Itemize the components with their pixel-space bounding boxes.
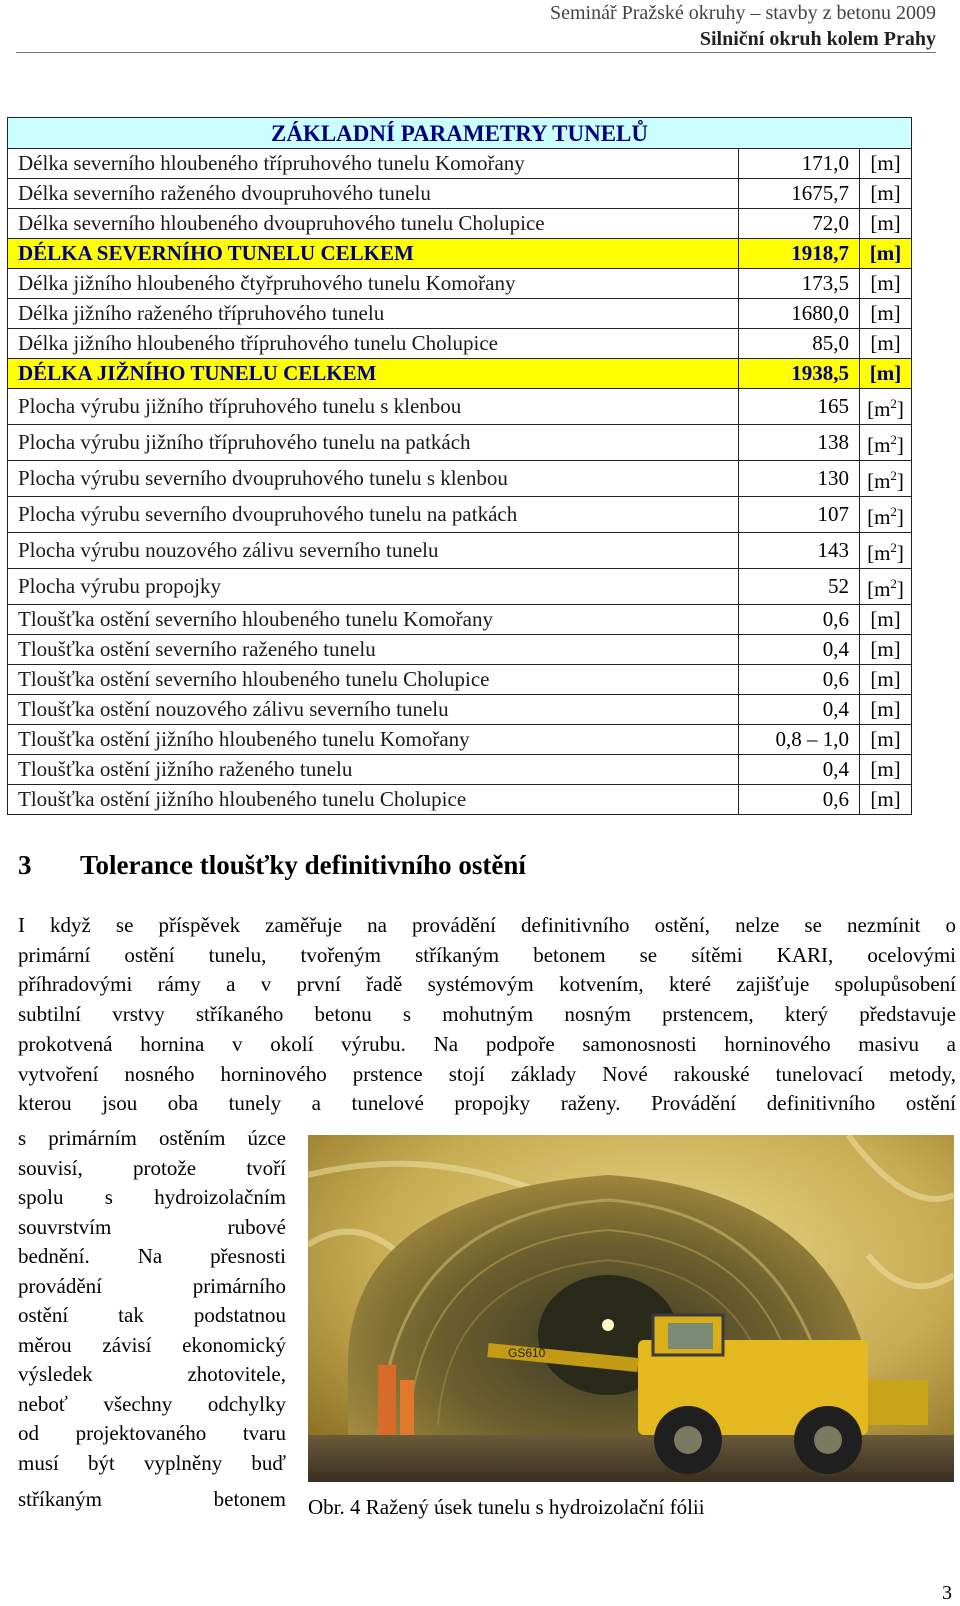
parameter-label: Plocha výrubu jižního třípruhového tunelu na patkách	[8, 425, 739, 461]
paragraph-line: vytvoření nosného horninového prstence stojí základy Nové rakouské tunelovací metody,	[18, 1061, 956, 1086]
parameter-unit: [m]	[860, 755, 912, 785]
parameter-value: 0,6	[739, 665, 860, 695]
parameter-unit: [m]	[860, 299, 912, 329]
paragraph-line: souvrstvím rubové	[18, 1214, 286, 1239]
parameter-unit: [m]	[860, 359, 912, 389]
parameter-unit: [m]	[860, 695, 912, 725]
parameter-label: Délka jižního raženého třípruhového tunelu	[8, 299, 739, 329]
parameter-label: Délka severního hloubeného třípruhového tunelu Komořany	[8, 149, 739, 179]
parameter-value: 1680,0	[739, 299, 860, 329]
parameter-unit: [m]	[860, 209, 912, 239]
parameter-value: 171,0	[739, 149, 860, 179]
parameter-unit: $[m^2]$	[860, 425, 912, 461]
parameter-value: 1918,7	[739, 239, 860, 269]
parameter-unit: [m]	[860, 179, 912, 209]
body-paragraph-wrapped	[18, 1124, 286, 1478]
header-seminar-title: Seminář Pražské okruhy – stavby z betonu 2009	[549, 2, 936, 24]
parameter-unit: [m]	[860, 329, 912, 359]
parameter-value: 0,6	[739, 605, 860, 635]
page-number: 3	[942, 1582, 952, 1604]
paragraph-line: spolu s hydroizolačním	[18, 1185, 286, 1209]
section-number: 3	[18, 850, 32, 880]
parameter-label: Tloušťka ostění jižního hloubeného tunelu Cholupice	[8, 785, 739, 815]
parameter-unit: $[m^2]$	[860, 461, 912, 497]
parameter-label: Plocha výrubu propojky	[8, 569, 739, 605]
table-row	[8, 533, 912, 569]
parameter-value: 143	[739, 533, 860, 569]
parameter-value: 85,0	[739, 329, 860, 359]
paragraph-line: měrou závisí ekonomický	[18, 1332, 286, 1357]
parameter-unit: [m]	[860, 725, 912, 755]
paragraph-line: s primárním ostěním úzce	[18, 1126, 286, 1150]
page-header	[550, 0, 936, 52]
parameter-unit: [m]	[860, 149, 912, 179]
parameter-unit: [m]	[860, 785, 912, 815]
table-row	[8, 389, 912, 425]
table-row	[8, 755, 912, 785]
parameter-value: 52	[739, 569, 860, 605]
figure-caption: Obr. 4 Ražený úsek tunelu s hydroizolační fólii	[308, 1495, 705, 1519]
parameter-value: 0,8 – 1,0	[739, 725, 860, 755]
parameter-value: 138	[739, 425, 860, 461]
table-row	[8, 569, 912, 605]
body-paragraph-last-line: stříkaným betonem	[18, 1487, 286, 1511]
parameter-label: Plocha výrubu jižního třípruhového tunelu s klenbou	[8, 389, 739, 425]
parameter-unit: $[m^2]$	[860, 389, 912, 425]
parameter-unit: $[m^2]$	[860, 497, 912, 533]
table-row	[8, 209, 912, 239]
table-row	[8, 725, 912, 755]
parameter-unit: [m]	[860, 239, 912, 269]
parameter-label: Plocha výrubu nouzového zálivu severního tunelu	[8, 533, 739, 569]
table-title: ZÁKLADNÍ PARAMETRY TUNELŮ	[8, 118, 912, 149]
parameter-label: Plocha výrubu severního dvoupruhového tunelu s klenbou	[8, 461, 739, 497]
table-row	[8, 635, 912, 665]
parameter-value: 173,5	[739, 269, 860, 299]
parameter-label: Tloušťka ostění jižního hloubeného tunelu Komořany	[8, 725, 739, 755]
table-row	[8, 785, 912, 815]
paragraph-line: subtilní vrstvy stříkaného betonu s mohutným nosným prstencem, který představuje	[18, 1002, 956, 1027]
parameter-value: 0,4	[739, 695, 860, 725]
parameter-label: Délka severního hloubeného dvoupruhového tunelu Cholupice	[8, 209, 739, 239]
tunnel-parameters-table	[7, 117, 912, 815]
parameter-label: DÉLKA SEVERNÍHO TUNELU CELKEM	[8, 239, 739, 269]
parameter-label: Plocha výrubu severního dvoupruhového tunelu na patkách	[8, 497, 739, 533]
header-subtitle: Silniční okruh kolem Prahy	[699, 28, 936, 50]
paragraph-line: musí být vyplněny buď	[18, 1450, 286, 1475]
table-row	[8, 461, 912, 497]
parameter-label: Délka jižního hloubeného třípruhového tunelu Cholupice	[8, 329, 739, 359]
parameter-unit: $[m^2]$	[860, 533, 912, 569]
table-row	[8, 695, 912, 725]
parameter-label: Délka jižního hloubeného čtyřpruhového tunelu Komořany	[8, 269, 739, 299]
table-row	[8, 425, 912, 461]
parameter-value: 165	[739, 389, 860, 425]
paragraph-line: provádění primárního	[18, 1273, 286, 1298]
paragraph-line: I když se příspěvek zaměřuje na provádění definitivního ostění, nelze se nezmínit o	[18, 913, 956, 937]
table-title-row	[8, 118, 912, 149]
parameter-label: Tloušťka ostění jižního raženého tunelu	[8, 755, 739, 785]
section-heading	[18, 850, 526, 881]
paragraph-line: neboť všechny odchylky	[18, 1391, 286, 1416]
tunnel-photo	[308, 1135, 954, 1482]
table-row	[8, 359, 912, 389]
parameter-value: 0,6	[739, 785, 860, 815]
parameter-unit: [m]	[860, 665, 912, 695]
parameter-value: 72,0	[739, 209, 860, 239]
table-row	[8, 179, 912, 209]
parameter-label: Tloušťka ostění severního hloubeného tunelu Komořany	[8, 605, 739, 635]
parameter-value: 1938,5	[739, 359, 860, 389]
parameter-label: Tloušťka ostění severního raženého tunelu	[8, 635, 739, 665]
parameter-unit: [m]	[860, 269, 912, 299]
paragraph-line: souvisí, protože tvoří	[18, 1155, 286, 1180]
paragraph-line: ostění tak podstatnou	[18, 1303, 286, 1327]
paragraph-line: výsledek zhotovitele,	[18, 1362, 286, 1386]
table-row	[8, 299, 912, 329]
parameter-value: 1675,7	[739, 179, 860, 209]
parameter-value: 107	[739, 497, 860, 533]
parameter-label: Tloušťka ostění nouzového zálivu severního tunelu	[8, 695, 739, 725]
paragraph-line: od projektovaného tvaru	[18, 1421, 286, 1445]
table-row	[8, 329, 912, 359]
parameter-value: 130	[739, 461, 860, 497]
paragraph-line: kterou jsou oba tunely a tunelové propojky raženy. Provádění definitivního ostění	[18, 1091, 956, 1116]
table-row	[8, 149, 912, 179]
paragraph-line: prokotvená hornina v okolí výrubu. Na podpoře samonosnosti horninového masivu a	[18, 1031, 956, 1056]
machine-label: GS610	[508, 1346, 546, 1360]
section-title: Tolerance tloušťky definitivního ostění	[80, 850, 526, 880]
parameter-unit: [m]	[860, 605, 912, 635]
paragraph-line: příhradovými rámy a v první řadě systémovým kotvením, které zajišťuje spolupůsobení	[18, 972, 956, 997]
body-paragraph	[18, 911, 956, 1119]
header-divider	[16, 52, 936, 53]
paragraph-line: bednění. Na přesnosti	[18, 1244, 286, 1268]
table-row	[8, 497, 912, 533]
parameter-label: Délka severního raženého dvoupruhového tunelu	[8, 179, 739, 209]
parameter-unit: $[m^2]$	[860, 569, 912, 605]
parameter-label: DÉLKA JIŽNÍHO TUNELU CELKEM	[8, 359, 739, 389]
table-row	[8, 605, 912, 635]
table-row	[8, 269, 912, 299]
table-row	[8, 665, 912, 695]
parameter-unit: [m]	[860, 635, 912, 665]
paragraph-line: primární ostění tunelu, tvořeným stříkaným betonem se sítěmi KARI, ocelovými	[18, 942, 956, 967]
tunnel-illustration	[308, 1135, 954, 1482]
parameter-label: Tloušťka ostění severního hloubeného tunelu Cholupice	[8, 665, 739, 695]
parameter-value: 0,4	[739, 635, 860, 665]
parameter-value: 0,4	[739, 755, 860, 785]
table-row	[8, 239, 912, 269]
